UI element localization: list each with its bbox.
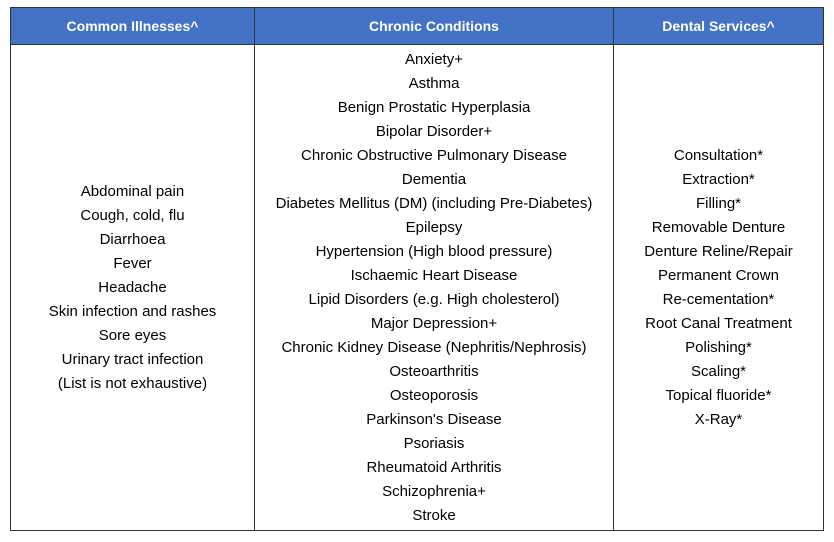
dental-service-item: Permanent Crown bbox=[658, 266, 779, 284]
chronic-condition-item: Schizophrenia+ bbox=[382, 482, 486, 500]
common-illness-item: Fever bbox=[113, 254, 152, 272]
chronic-condition-item: Asthma bbox=[408, 74, 460, 92]
dental-service-item: Consultation* bbox=[673, 146, 764, 164]
dental-service-item: Removable Denture bbox=[651, 218, 786, 236]
dental-service-item: Filling* bbox=[695, 194, 741, 212]
header-row bbox=[11, 8, 824, 45]
dental-service-item: Topical fluoride* bbox=[665, 386, 772, 404]
common-illness-item: Urinary tract infection bbox=[61, 350, 204, 368]
dental-service-item: Re-cementation* bbox=[662, 290, 775, 308]
dental-service-item: Polishing* bbox=[685, 338, 752, 356]
chronic-condition-item: Ischaemic Heart Disease bbox=[350, 266, 518, 284]
common-illness-item: Cough, cold, flu bbox=[80, 206, 185, 224]
chronic-condition-item: Lipid Disorders (e.g. High cholesterol) bbox=[308, 290, 560, 308]
chronic-condition-item: Chronic Obstructive Pulmonary Disease bbox=[301, 146, 567, 164]
dental-service-item: X-Ray* bbox=[694, 410, 743, 428]
chronic-condition-item: Parkinson's Disease bbox=[366, 410, 502, 428]
chronic-condition-item: Diabetes Mellitus (DM) (including Pre-Diabetes) bbox=[275, 194, 593, 212]
chronic-condition-item: Major Depression+ bbox=[370, 314, 498, 332]
common-illnesses-cell bbox=[11, 45, 255, 531]
body-row bbox=[11, 45, 824, 531]
chronic-condition-item: Chronic Kidney Disease (Nephritis/Nephrosis) bbox=[281, 338, 587, 356]
dental-service-item: Extraction* bbox=[682, 170, 755, 188]
header-chronic-conditions: Chronic Conditions bbox=[255, 8, 614, 45]
chronic-conditions-list bbox=[255, 48, 613, 528]
common-illness-item: Diarrhoea bbox=[99, 230, 166, 248]
common-illnesses-list bbox=[11, 180, 254, 396]
dental-services-list bbox=[614, 144, 823, 432]
common-illness-item: Sore eyes bbox=[98, 326, 167, 344]
dental-service-item: Root Canal Treatment bbox=[645, 314, 792, 332]
common-illness-item: Skin infection and rashes bbox=[48, 302, 217, 320]
dental-service-item: Scaling* bbox=[690, 362, 747, 380]
chronic-condition-item: Benign Prostatic Hyperplasia bbox=[337, 98, 531, 116]
chronic-condition-item: Psoriasis bbox=[403, 434, 465, 452]
chronic-condition-item: Osteoporosis bbox=[389, 386, 479, 404]
chronic-condition-item: Hypertension (High blood pressure) bbox=[315, 242, 553, 260]
chronic-condition-item: Stroke bbox=[412, 506, 456, 524]
chronic-condition-item: Bipolar Disorder+ bbox=[375, 122, 493, 140]
chronic-condition-item: Anxiety+ bbox=[405, 50, 463, 68]
chronic-condition-item: Epilepsy bbox=[405, 218, 463, 236]
chronic-condition-item: Rheumatoid Arthritis bbox=[366, 458, 502, 476]
chronic-condition-item: Osteoarthritis bbox=[389, 362, 479, 380]
common-illness-item: Headache bbox=[98, 278, 167, 296]
header-common-illnesses: Common Illnesses^ bbox=[11, 8, 255, 45]
header-dental-services: Dental Services^ bbox=[614, 8, 824, 45]
chronic-condition-item: Dementia bbox=[401, 170, 467, 188]
chronic-conditions-cell bbox=[255, 45, 614, 531]
common-illness-item: Abdominal pain bbox=[80, 182, 185, 200]
services-table bbox=[10, 7, 824, 531]
dental-services-cell bbox=[614, 45, 824, 531]
common-illness-item: (List is not exhaustive) bbox=[57, 374, 208, 392]
dental-service-item: Denture Reline/Repair bbox=[644, 242, 793, 260]
